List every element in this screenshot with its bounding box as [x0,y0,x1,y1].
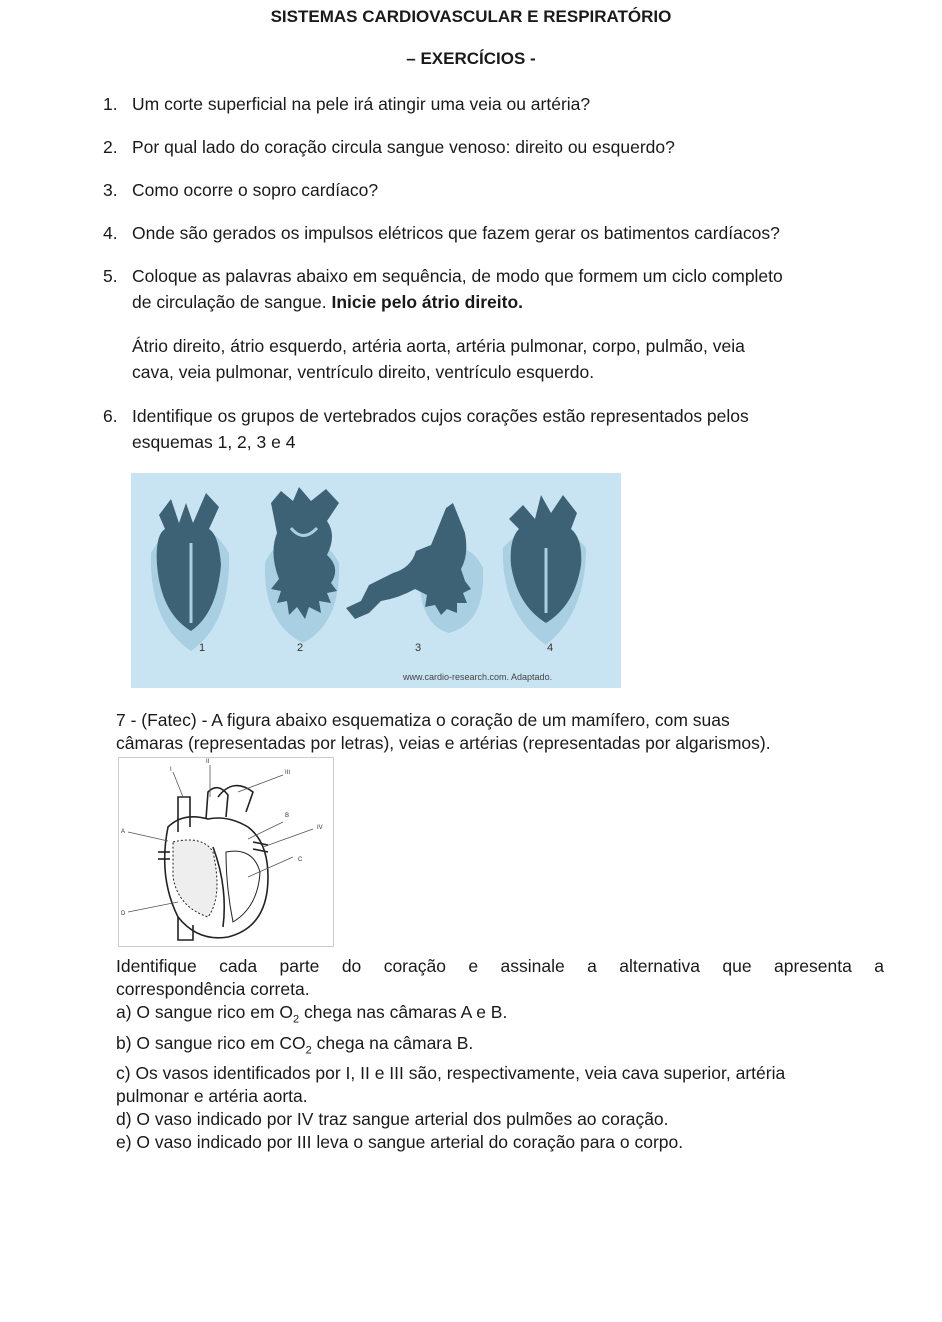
heart-diagram-illustration [118,757,334,947]
label-I: I [170,767,172,773]
question-7-body [116,955,884,1154]
label-III: III [285,770,291,776]
heart-2-icon [265,487,339,643]
q7-intro-line1: 7 - (Fatec) - A figura abaixo esquematiza o coração de um mamífero, com suas [116,710,730,730]
question-5 [103,263,903,323]
question-text: Onde são gerados os impulsos elétricos que fazem gerar os batimentos cardíacos? [132,223,780,243]
question-number: 3. [103,180,118,200]
heart-1-label: 1 [199,642,206,654]
word-list [132,333,892,385]
page-subtitle: – EXERCÍCIOS - [406,49,536,68]
label-A: A [121,829,126,835]
question-number: 6. [103,406,118,426]
heart-3-icon [346,503,483,633]
mammal-heart-diagram [118,757,334,947]
question-text: Um corte superficial na pele irá atingir uma veia ou artéria? [132,94,591,114]
heart-4-icon [503,495,586,645]
q7-instruction-line1: Identifique cada parte do coração e assinale a alternativa que apresenta a [116,956,884,976]
figure-credit: www.cardio-research.com. Adaptado. [403,672,553,682]
label-II: II [206,759,210,765]
question-text-line2: de circulação de sangue. [132,292,327,312]
question-emphasis: Inicie pelo átrio direito. [331,292,524,312]
question-number: 5. [103,266,118,286]
option-c-line1: c) Os vasos identificados por I, II e III são, respectivamente, veia cava superior, artéria [116,1063,786,1083]
q7-intro-line2: câmaras (representadas por letras), veias e artérias (representadas por algarismos). [116,733,771,753]
word-list-line1: Átrio direito, átrio esquerdo, artéria aorta, artéria pulmonar, corpo, pulmão, veia [132,336,745,356]
question-number: 2. [103,137,118,157]
question-number: 1. [103,94,118,114]
question-6 [103,403,903,458]
label-D: D [121,911,126,917]
hearts-illustration [131,473,621,688]
question-text: Por qual lado do coração circula sangue venoso: direito ou esquerdo? [132,137,675,157]
heart-2-label: 2 [297,642,304,654]
option-c-line2: pulmonar e artéria aorta. [116,1086,308,1106]
question-text: Como ocorre o sopro cardíaco? [132,180,379,200]
label-IV: IV [317,825,323,831]
question-number: 4. [103,223,118,243]
vertebrate-hearts-figure [131,473,621,688]
question-7-intro [116,709,884,755]
label-B: B [285,813,290,819]
option-a: a) O sangue rico em $O_2$ chega nas câmaras A e B. [116,1002,508,1026]
page-title: SISTEMAS CARDIOVASCULAR E RESPIRATÓRIO [270,7,672,26]
option-d: d) O vaso indicado por IV traz sangue arterial dos pulmões ao coração. [116,1109,669,1129]
question-text-line1: Identifique os grupos de vertebrados cujos corações estão representados pelos [132,406,749,426]
heart-4-label: 4 [547,642,554,654]
option-e: e) O vaso indicado por III leva o sangue arterial do coração para o corpo. [116,1132,684,1152]
heart-3-label: 3 [415,642,422,654]
question-text-line1: Coloque as palavras abaixo em sequência, de modo que formem um ciclo completo [132,266,783,286]
heart-1-icon [151,493,229,651]
option-b: b) O sangue rico em $CO_2$ chega na câmara B. [116,1032,474,1056]
word-list-line2: cava, veia pulmonar, ventrículo direito, ventrículo esquerdo. [132,362,595,382]
label-C: C [298,857,303,863]
q7-instruction-line2: correspondência correta. [116,979,310,999]
question-text-line2: esquemas 1, 2, 3 e 4 [132,432,296,452]
